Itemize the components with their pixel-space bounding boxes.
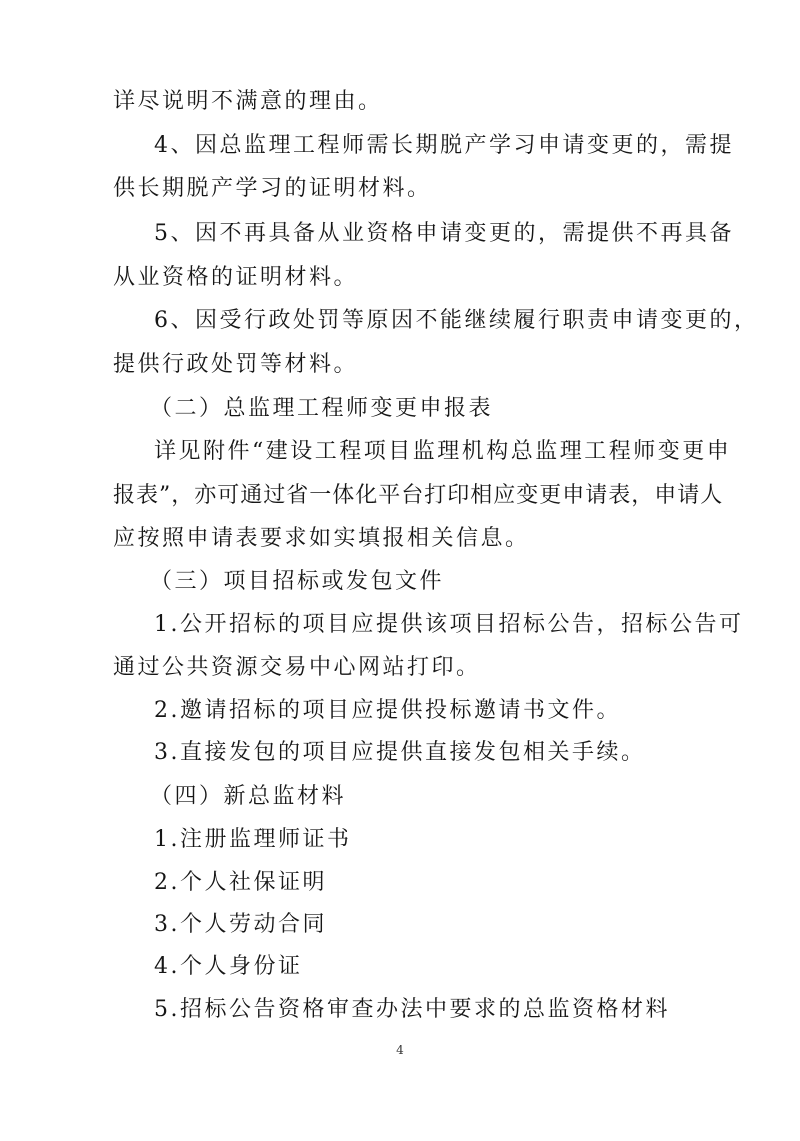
text-line: 详见附件“建设工程项目监理机构总监理工程师变更申	[154, 439, 732, 464]
text-line: 1.公开招标的项目应提供该项目招标公告，招标公告可	[154, 612, 744, 637]
text-line: 3.直接发包的项目应提供直接发包相关手续。	[154, 740, 646, 765]
list-item: 4.个人身份证	[154, 954, 303, 979]
list-item: 1.注册监理师证书	[154, 827, 352, 852]
section-heading: （二）总监理工程师变更申报表	[150, 396, 494, 421]
text-line: 提供行政处罚等材料。	[113, 352, 359, 377]
list-item: 3.个人劳动合同	[154, 912, 327, 937]
page-number: 4	[396, 1043, 404, 1057]
text-line: 报表”，亦可通过省一体化平台打印相应变更申请表，申请人	[113, 483, 724, 508]
list-item: 5.招标公告资格审查办法中要求的总监资格材料	[154, 997, 670, 1022]
section-heading: （三）项目招标或发包文件	[150, 569, 445, 594]
list-item: 2.个人社保证明	[154, 870, 327, 895]
section-heading: （四）新总监材料	[150, 784, 347, 809]
text-line: 供长期脱产学习的证明材料。	[113, 176, 432, 201]
text-line: 4、因总监理工程师需长期脱产学习申请变更的，需提	[154, 133, 734, 158]
text-line: 2.邀请招标的项目应提供投标邀请书文件。	[154, 698, 621, 723]
text-line: 应按照申请表要求如实填报相关信息。	[113, 526, 530, 551]
text-line: 6、因受行政处罚等原因不能继续履行职责申请变更的，	[154, 308, 759, 333]
text-line: 从业资格的证明材料。	[113, 265, 359, 290]
text-line: 通过公共资源交易中心网站打印。	[113, 655, 481, 680]
text-line: 5、因不再具备从业资格申请变更的，需提供不再具备	[154, 221, 734, 246]
text-line: 详尽说明不满意的理由。	[113, 89, 383, 114]
